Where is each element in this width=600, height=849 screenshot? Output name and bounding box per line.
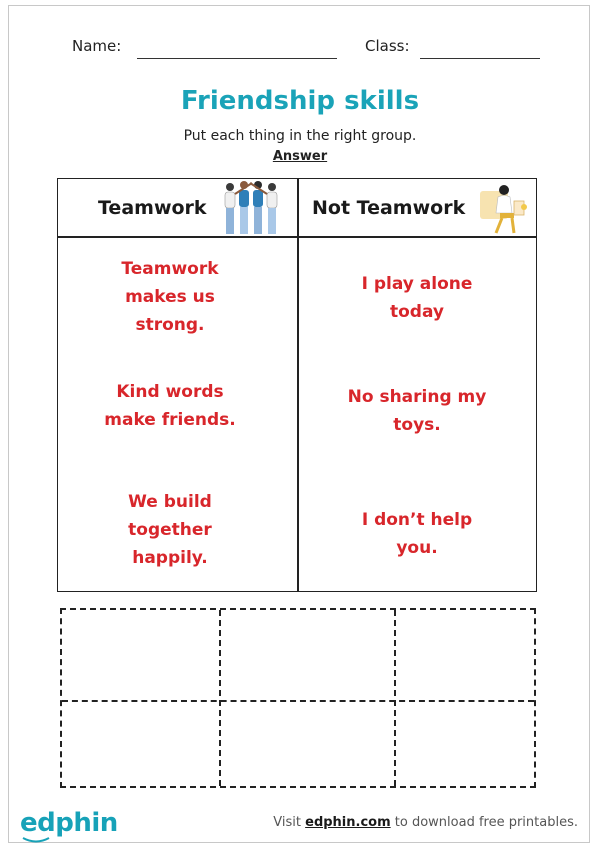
person-alone-illustration <box>474 181 534 236</box>
footer-link[interactable]: edphin.com <box>305 815 391 830</box>
cut-line-horizontal <box>62 700 534 702</box>
header-divider <box>58 236 536 238</box>
not-teamwork-item-2: No sharing my toys. <box>347 387 487 435</box>
sorting-table <box>57 178 537 592</box>
instruction-text: Put each thing in the right group. <box>183 128 417 144</box>
class-field[interactable] <box>420 58 540 59</box>
column-divider <box>297 179 299 591</box>
logo-swoosh-icon <box>22 836 50 844</box>
teamwork-item-3: We build together happily. <box>128 492 212 568</box>
worksheet-title: Friendship skills <box>180 86 420 116</box>
edphin-logo[interactable]: edphin <box>20 808 118 838</box>
teamwork-heading: Teamwork <box>98 197 207 219</box>
cut-line-vertical <box>219 610 221 786</box>
cutout-grid <box>60 608 536 788</box>
name-field[interactable] <box>137 58 337 59</box>
name-label: Name: <box>72 37 122 55</box>
cut-line-vertical <box>394 610 396 786</box>
class-label: Class: <box>365 37 410 55</box>
footer-text: Visit edphin.com to download free printables. <box>273 815 578 830</box>
teamwork-item-1: Teamwork makes us strong. <box>121 259 219 335</box>
team-huddle-illustration <box>218 179 286 237</box>
not-teamwork-item-3: I don’t help you. <box>361 510 473 558</box>
not-teamwork-item-1: I play alone today <box>361 274 473 322</box>
not-teamwork-heading: Not Teamwork <box>312 197 466 219</box>
answer-label: Answer <box>272 149 328 164</box>
teamwork-item-2: Kind words make friends. <box>104 382 236 430</box>
